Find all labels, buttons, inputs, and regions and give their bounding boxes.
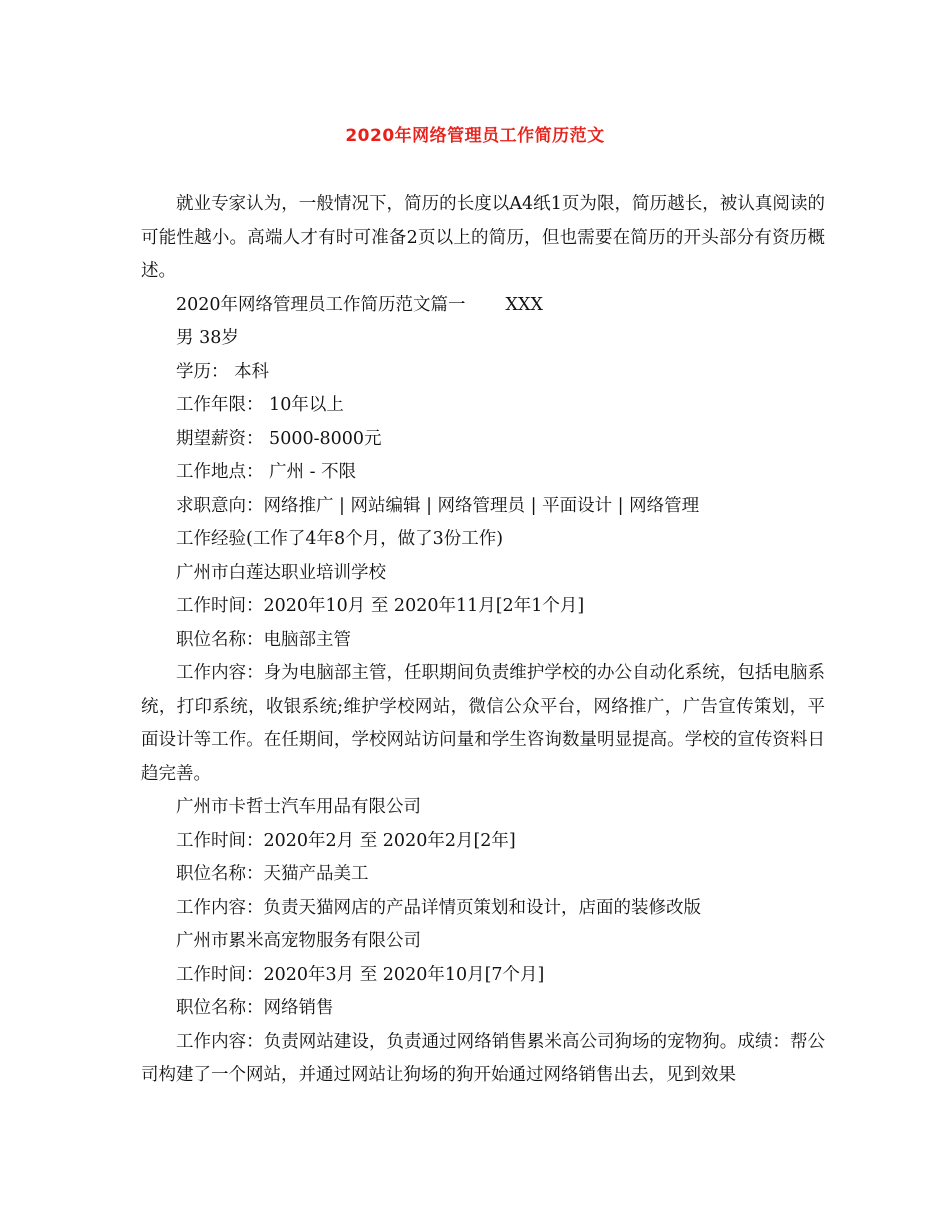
document-body <box>141 188 825 1093</box>
job-content: 工作内容：负责天猫网店的产品详情页策划和设计，店面的装修改版 <box>176 897 701 918</box>
intro-paragraph: 就业专家认为，一般情况下，简历的长度以A4纸1页为限，简历越长，被认真阅读的可能性越小。高端人才有时可准备2页以上的简历，但也需要在简历的开头部分有资历概述。 <box>141 194 825 281</box>
experience-summary: 工作经验(工作了4年8个月，做了3份工作) <box>176 529 504 549</box>
job-period: 工作时间：2020年3月 至 2020年10月[7个月] <box>176 964 545 985</box>
job-company: 广州市累米高宠物服务有限公司 <box>176 931 421 951</box>
job-position: 职位名称：天猫产品美工 <box>176 864 369 884</box>
job-period: 工作时间：2020年2月 至 2020年2月[2年] <box>176 830 516 851</box>
job-company: 广州市白莲达职业培训学校 <box>176 562 386 583</box>
job-content: 工作内容：身为电脑部主管，任职期间负责维护学校的办公自动化系统，包括电脑系统，打印系统，收银系统;维护学校网站，微信公众平台，网络推广，广告宣传策划，平面设计等工作。在任期间，学校网站访问量和学生咨询数量明显提高。学校的宣传资料日趋完善。 <box>141 663 825 784</box>
job-intention: 求职意向：网络推广 | 网站编辑 | 网络管理员 | 平面设计 | 网络管理 <box>176 495 700 516</box>
job-period: 工作时间：2020年10月 至 2020年11月[2年1个月] <box>176 596 585 616</box>
job-position: 职位名称：网络销售 <box>176 998 334 1018</box>
resume-heading: 2020年网络管理员工作简历范文篇一 <box>176 294 466 315</box>
document-title: 2020年网络管理员工作简历范文 <box>345 126 605 146</box>
resume-heading-line <box>141 289 825 323</box>
gender-age: 男 38岁 <box>176 328 239 348</box>
job-position: 职位名称：电脑部主管 <box>176 629 351 650</box>
expected-salary: 期望薪资： 5000-8000元 <box>176 428 382 449</box>
job-content: 工作内容：负责网站建设，负责通过网络销售累米高公司狗场的宠物狗。成绩：帮公司构建了一个网站，并通过网站让狗场的狗开始通过网络销售出去，见到效果 <box>141 1031 825 1085</box>
work-years: 工作年限： 10年以上 <box>176 395 344 415</box>
job-company: 广州市卡哲士汽车用品有限公司 <box>176 797 421 817</box>
work-location: 工作地点： 广州 - 不限 <box>176 462 357 482</box>
education: 学历： 本科 <box>176 361 270 382</box>
candidate-name: XXX <box>505 294 543 315</box>
